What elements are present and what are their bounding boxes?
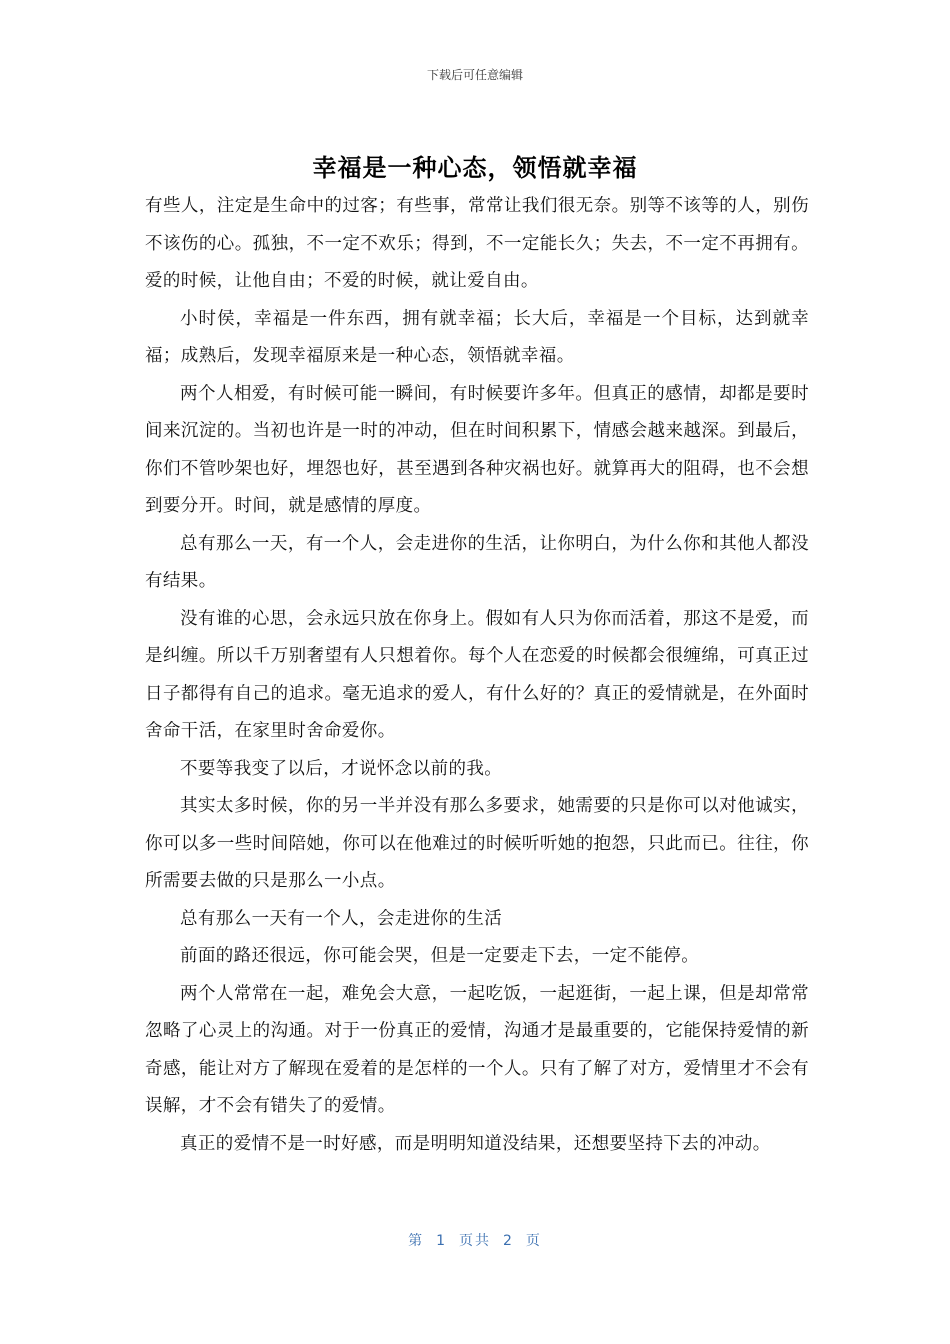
document-title: 幸福是一种心态，领悟就幸福 bbox=[312, 154, 638, 182]
footer-current-page: 1 bbox=[436, 1233, 447, 1249]
footer-prefix: 第 bbox=[408, 1233, 425, 1249]
footer-suffix: 页 bbox=[525, 1233, 542, 1249]
paragraph-11: 真正的爱情不是一时好感，而是明明知道没结果，还想要坚持下去的冲动。 bbox=[180, 1133, 771, 1154]
document-body bbox=[145, 188, 809, 1163]
paragraph-3: 两个人相爱，有时候可能一瞬间，有时候要许多年。但真正的感情，却都是要时间来沉淀的。当初也许是一时的冲动，但在时间积累下，情感会越来越深。到最后，你们不管吵架也好，埋怨也好，甚至遇到各种灾祸也好。就算再大的阻碍，也不会想到要分开。时间，就是感情的厚度。 bbox=[145, 383, 809, 516]
paragraph-4: 总有那么一天，有一个人，会走进你的生活，让你明白，为什么你和其他人都没有结果。 bbox=[145, 533, 809, 591]
paragraph-7: 其实太多时候，你的另一半并没有那么多要求，她需要的只是你可以对他诚实，你可以多一些时间陪她，你可以在他难过的时候听听她的抱怨，只此而已。往往，你所需要去做的只是那么一小点。 bbox=[145, 796, 809, 891]
paragraph-2: 小时侯，幸福是一件东西，拥有就幸福；长大后，幸福是一个目标，达到就幸福；成熟后，发现幸福原来是一种心态，领悟就幸福。 bbox=[145, 308, 809, 366]
page-footer bbox=[0, 1230, 950, 1250]
header-note: 下载后可任意编辑 bbox=[426, 68, 523, 82]
paragraph-8: 总有那么一天有一个人，会走进你的生活 bbox=[180, 908, 503, 929]
paragraph-5: 没有谁的心思，会永远只放在你身上。假如有人只为你而活着，那这不是爱，而是纠缠。所以千万别奢望有人只想着你。每个人在恋爱的时候都会很缠绵，可真正过日子都得有自己的追求。毫无追求的爱人，有什么好的？真正的爱情就是，在外面时舍命干活，在家里时舍命爱你。 bbox=[145, 608, 809, 741]
footer-middle: 页共 bbox=[459, 1233, 491, 1249]
paragraph-6: 不要等我变了以后，才说怀念以前的我。 bbox=[180, 758, 503, 779]
paragraph-1: 有些人，注定是生命中的过客；有些事，常常让我们很无奈。别等不该等的人，别伤不该伤的心。孤独，不一定不欢乐；得到，不一定能长久；失去，不一定不再拥有。爱的时候，让他自由；不爱的时候，就让爱自由。 bbox=[145, 196, 809, 291]
paragraph-10: 两个人常常在一起，难免会大意，一起吃饭，一起逛街，一起上课，但是却常常忽略了心灵上的沟通。对于一份真正的爱情，沟通才是最重要的，它能保持爱情的新奇感，能让对方了解现在爱着的是怎样的一个人。只有了解了对方，爱情里才不会有误解，才不会有错失了的爱情。 bbox=[145, 983, 809, 1116]
paragraph-9: 前面的路还很远，你可能会哭，但是一定要走下去，一定不能停。 bbox=[180, 946, 700, 966]
footer-total-pages: 2 bbox=[503, 1233, 514, 1249]
